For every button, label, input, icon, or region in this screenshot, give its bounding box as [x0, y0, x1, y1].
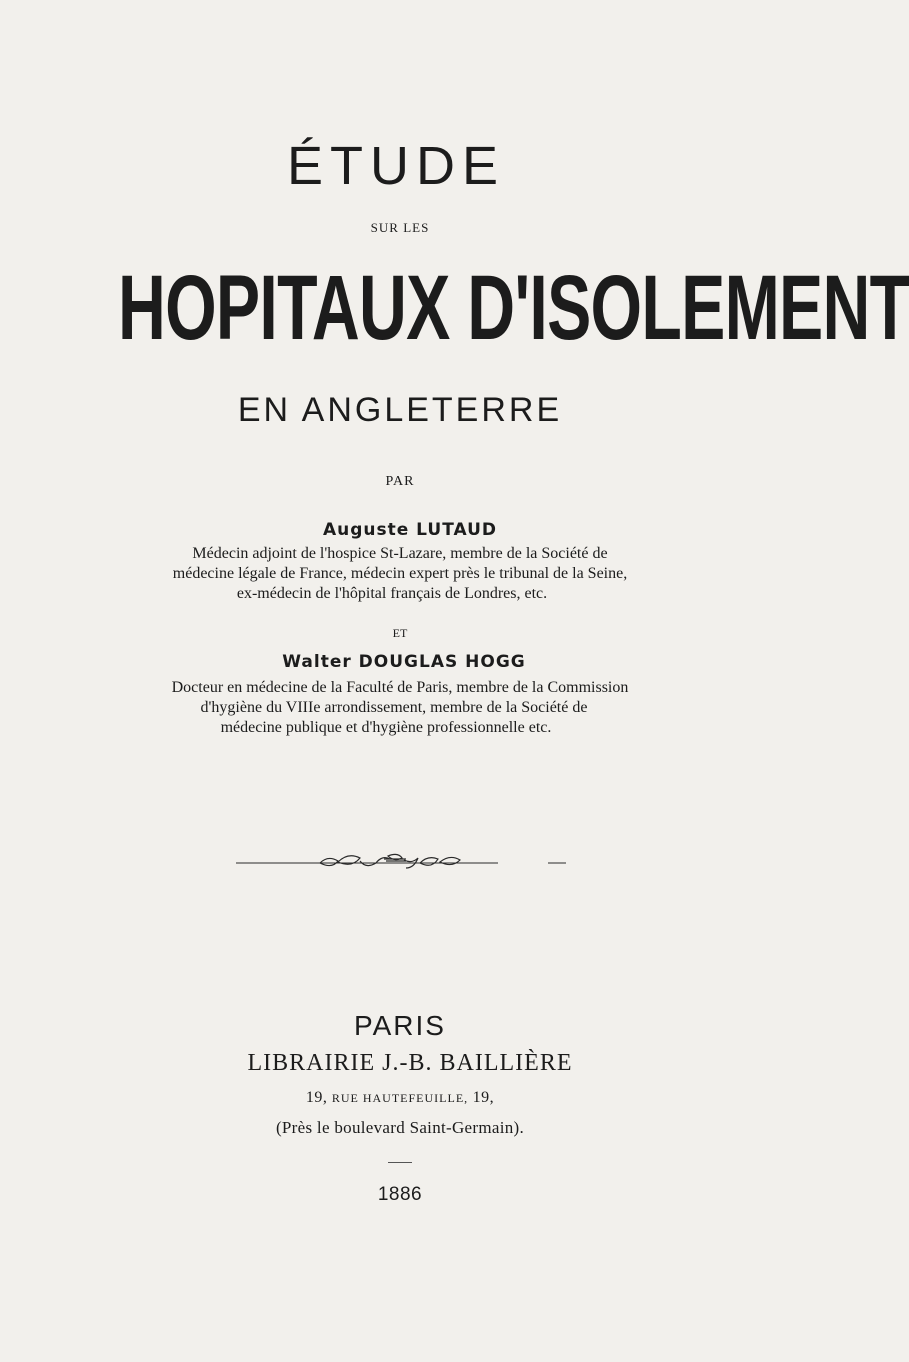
imprint-near: (Près le boulevard Saint-Germain). [275, 1118, 525, 1137]
imprint-city: PARIS [354, 1010, 446, 1041]
author-1-desc-line-3: ex-médecin de l'hôpital français de Londres, etc. [236, 585, 548, 602]
title-sur-les: SUR LES [370, 220, 430, 235]
author-2-desc-line-3: médecine publique et d'hygiène professionnelle etc. [220, 719, 552, 736]
address-number-end: 19, [472, 1089, 495, 1106]
author-name-1: Auguste LUTAUD [322, 520, 498, 540]
year-dash [388, 1162, 412, 1163]
imprint-publisher: LIBRAIRIE J.-B. BAILLIÈRE [247, 1050, 573, 1076]
imprint-year: 1886 [377, 1184, 423, 1205]
title-etude: ÉTUDE [286, 136, 505, 196]
imprint-address [0, 1089, 800, 1107]
title-sub: EN ANGLETERRE [237, 391, 563, 429]
ornament-divider [0, 850, 800, 874]
address-street: RUE HAUTEFEUILLE, [331, 1091, 469, 1105]
author-2-desc-line-1: Docteur en médecine de la Faculté de Paris, membre de la Commission [171, 679, 629, 696]
address-number: 19, [305, 1089, 328, 1106]
author-1-desc-line-1: Médecin adjoint de l'hospice St-Lazare, membre de la Société de [192, 545, 608, 562]
author-2-desc-line-2: d'hygiène du VIIIe arrondissement, membre de la Société de [200, 699, 588, 716]
title-main: HOPITAUX D'ISOLEMENT [118, 257, 909, 359]
par-label: PAR [385, 474, 415, 489]
et-label: ET [392, 626, 408, 640]
author-1-desc-line-2: médecine légale de France, médecin expert près le tribunal de la Seine, [172, 565, 628, 582]
author-name-2: Walter DOUGLAS HOGG [282, 652, 526, 672]
